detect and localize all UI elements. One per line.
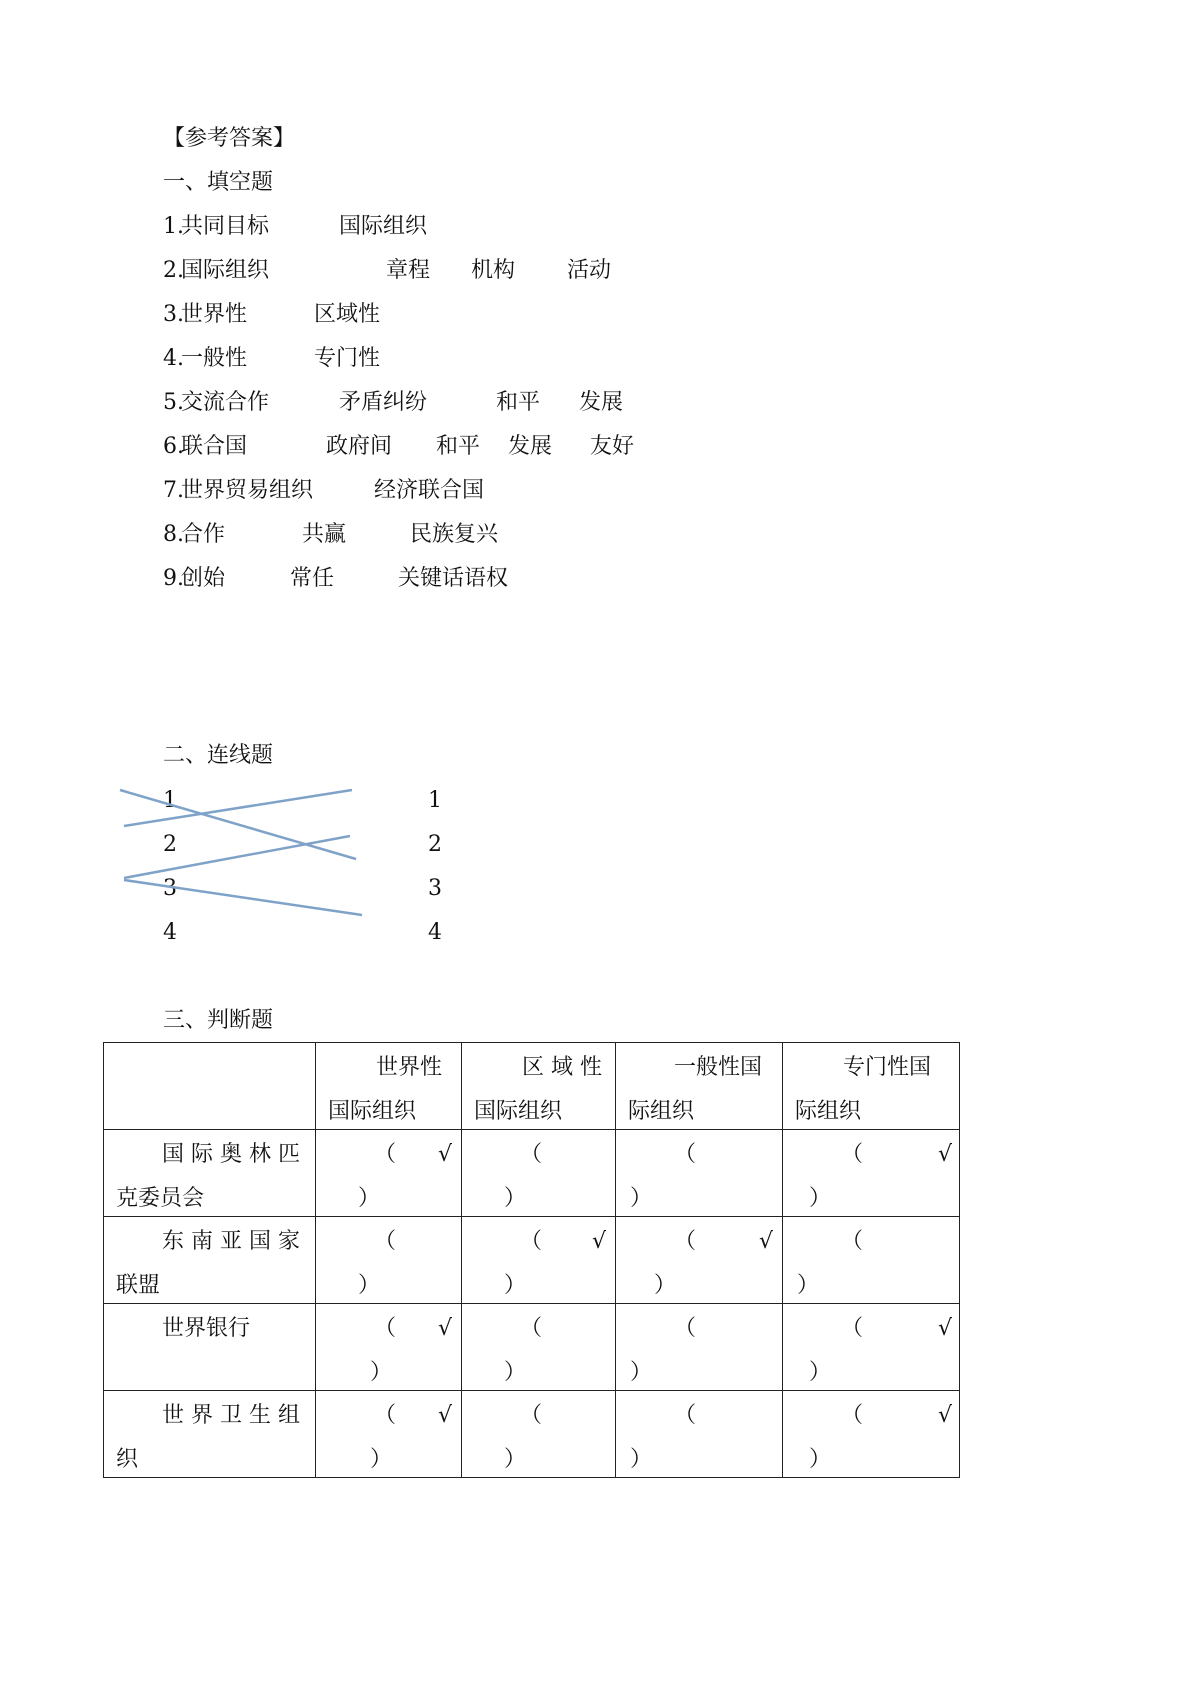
answer-cell xyxy=(316,1217,462,1304)
section-title-matching: 二、连线题 xyxy=(163,743,274,768)
item-number: 9. xyxy=(163,566,184,591)
answer-key-header: 【参考答案】 xyxy=(163,126,296,151)
check-mark: √ xyxy=(938,1142,953,1167)
answer: 交流合作 xyxy=(181,390,270,415)
answer: 国际组织 xyxy=(181,258,270,283)
open-paren: （ xyxy=(520,1403,543,1428)
row-label-line1: 国 际 奥 林 匹 xyxy=(162,1142,300,1167)
header-cell xyxy=(616,1043,783,1130)
close-paren: ） xyxy=(504,1186,527,1211)
item-number: 8. xyxy=(163,522,184,547)
answer: 区域性 xyxy=(314,302,381,327)
check-mark: √ xyxy=(438,1316,453,1341)
table-row xyxy=(104,1304,960,1391)
answer-cell xyxy=(316,1130,462,1217)
answer-cell xyxy=(462,1391,616,1478)
answer-cell xyxy=(616,1391,783,1478)
header-line1: 世界性 xyxy=(376,1055,443,1080)
match-right-2: 2 xyxy=(428,832,442,857)
row-label-line1: 世界银行 xyxy=(162,1316,251,1341)
answer: 创始 xyxy=(181,566,226,591)
row-label-line1: 世 界 卫 生 组 xyxy=(162,1403,300,1428)
check-mark: √ xyxy=(938,1316,953,1341)
answer: 发展 xyxy=(579,390,624,415)
row-label-cell xyxy=(104,1391,316,1478)
answer-cell xyxy=(316,1304,462,1391)
header-cell xyxy=(316,1043,462,1130)
open-paren: （ xyxy=(841,1403,864,1428)
answer: 一般性 xyxy=(181,346,248,371)
close-paren: ） xyxy=(504,1447,527,1472)
answer: 共同目标 xyxy=(181,214,270,239)
check-mark: √ xyxy=(938,1403,953,1428)
close-paren: ） xyxy=(630,1447,653,1472)
close-paren: ） xyxy=(504,1273,527,1298)
answer: 发展 xyxy=(508,434,553,459)
table-row xyxy=(104,1391,960,1478)
answer-cell xyxy=(783,1391,960,1478)
open-paren: （ xyxy=(374,1403,397,1428)
close-paren: ） xyxy=(358,1186,381,1211)
answer-cell xyxy=(462,1217,616,1304)
open-paren: （ xyxy=(841,1229,864,1254)
answer-cell xyxy=(783,1130,960,1217)
table-header-row xyxy=(104,1043,960,1130)
row-label-line2: 织 xyxy=(116,1447,139,1472)
item-number: 2. xyxy=(163,258,184,283)
close-paren: ） xyxy=(809,1186,832,1211)
header-line1: 一般性国 xyxy=(674,1055,763,1080)
answer-cell xyxy=(462,1304,616,1391)
answer: 民族复兴 xyxy=(410,522,499,547)
row-label-cell xyxy=(104,1130,316,1217)
answer: 和平 xyxy=(496,390,541,415)
match-right-1: 1 xyxy=(428,788,442,813)
open-paren: （ xyxy=(374,1316,397,1341)
match-left-3: 3 xyxy=(163,876,177,901)
open-paren: （ xyxy=(674,1403,697,1428)
item-number: 1. xyxy=(163,214,184,239)
header-line2: 际组织 xyxy=(628,1099,695,1124)
check-mark: √ xyxy=(438,1142,453,1167)
header-line2: 际组织 xyxy=(795,1099,862,1124)
answer-cell xyxy=(616,1304,783,1391)
answer: 关键话语权 xyxy=(398,566,509,591)
check-mark: √ xyxy=(759,1229,774,1254)
row-label-line1: 东 南 亚 国 家 xyxy=(162,1229,300,1254)
answer: 矛盾纠纷 xyxy=(339,390,428,415)
open-paren: （ xyxy=(841,1316,864,1341)
header-line1: 专门性国 xyxy=(843,1055,932,1080)
close-paren: ） xyxy=(630,1186,653,1211)
close-paren: ） xyxy=(797,1273,820,1298)
item-number: 6. xyxy=(163,434,184,459)
close-paren: ） xyxy=(654,1273,677,1298)
answer: 共赢 xyxy=(302,522,347,547)
close-paren: ） xyxy=(370,1447,393,1472)
open-paren: （ xyxy=(374,1229,397,1254)
header-corner-cell xyxy=(104,1043,316,1130)
item-number: 5. xyxy=(163,390,184,415)
row-label-line2: 克委员会 xyxy=(116,1186,205,1211)
header-cell xyxy=(462,1043,616,1130)
table-row xyxy=(104,1217,960,1304)
answer: 机构 xyxy=(471,258,516,283)
answer: 章程 xyxy=(386,258,431,283)
table-row xyxy=(104,1130,960,1217)
answer: 活动 xyxy=(567,258,612,283)
header-cell xyxy=(783,1043,960,1130)
section-title-judgement: 三、判断题 xyxy=(163,1008,274,1033)
header-line1: 区 域 性 xyxy=(522,1055,602,1080)
close-paren: ） xyxy=(809,1360,832,1385)
answer: 常任 xyxy=(290,566,335,591)
answer: 国际组织 xyxy=(339,214,428,239)
match-left-4: 4 xyxy=(163,920,177,945)
answer-cell xyxy=(783,1217,960,1304)
match-right-4: 4 xyxy=(428,920,442,945)
match-left-2: 2 xyxy=(163,832,177,857)
close-paren: ） xyxy=(370,1360,393,1385)
answer: 经济联合国 xyxy=(374,478,485,503)
answer-cell xyxy=(783,1304,960,1391)
answer: 和平 xyxy=(436,434,481,459)
header-line2: 国际组织 xyxy=(474,1099,563,1124)
check-mark: √ xyxy=(592,1229,607,1254)
row-label-cell xyxy=(104,1304,316,1391)
match-line xyxy=(124,790,352,826)
answer: 联合国 xyxy=(181,434,248,459)
answer-cell xyxy=(616,1217,783,1304)
judgement-table xyxy=(103,1042,960,1478)
answer: 政府间 xyxy=(326,434,393,459)
item-number: 4. xyxy=(163,346,184,371)
section-title-fill-blank: 一、填空题 xyxy=(163,170,274,195)
row-label-cell xyxy=(104,1217,316,1304)
close-paren: ） xyxy=(358,1273,381,1298)
answer-cell xyxy=(616,1130,783,1217)
answer: 专门性 xyxy=(314,346,381,371)
close-paren: ） xyxy=(809,1447,832,1472)
close-paren: ） xyxy=(504,1360,527,1385)
answer-cell xyxy=(462,1130,616,1217)
answer-cell xyxy=(316,1391,462,1478)
open-paren: （ xyxy=(520,1229,543,1254)
open-paren: （ xyxy=(841,1142,864,1167)
open-paren: （ xyxy=(520,1142,543,1167)
item-number: 7. xyxy=(163,478,184,503)
open-paren: （ xyxy=(674,1142,697,1167)
header-line2: 国际组织 xyxy=(328,1099,417,1124)
match-right-3: 3 xyxy=(428,876,442,901)
item-number: 3. xyxy=(163,302,184,327)
match-line xyxy=(120,790,356,859)
row-label-line2: 联盟 xyxy=(116,1273,161,1298)
match-line xyxy=(124,880,362,915)
match-left-1: 1 xyxy=(163,788,177,813)
open-paren: （ xyxy=(520,1316,543,1341)
open-paren: （ xyxy=(674,1316,697,1341)
answer: 世界性 xyxy=(181,302,248,327)
answer: 合作 xyxy=(181,522,226,547)
open-paren: （ xyxy=(374,1142,397,1167)
answer: 世界贸易组织 xyxy=(181,478,314,503)
answer: 友好 xyxy=(590,434,635,459)
open-paren: （ xyxy=(674,1229,697,1254)
check-mark: √ xyxy=(438,1403,453,1428)
close-paren: ） xyxy=(630,1360,653,1385)
match-line xyxy=(124,836,350,878)
